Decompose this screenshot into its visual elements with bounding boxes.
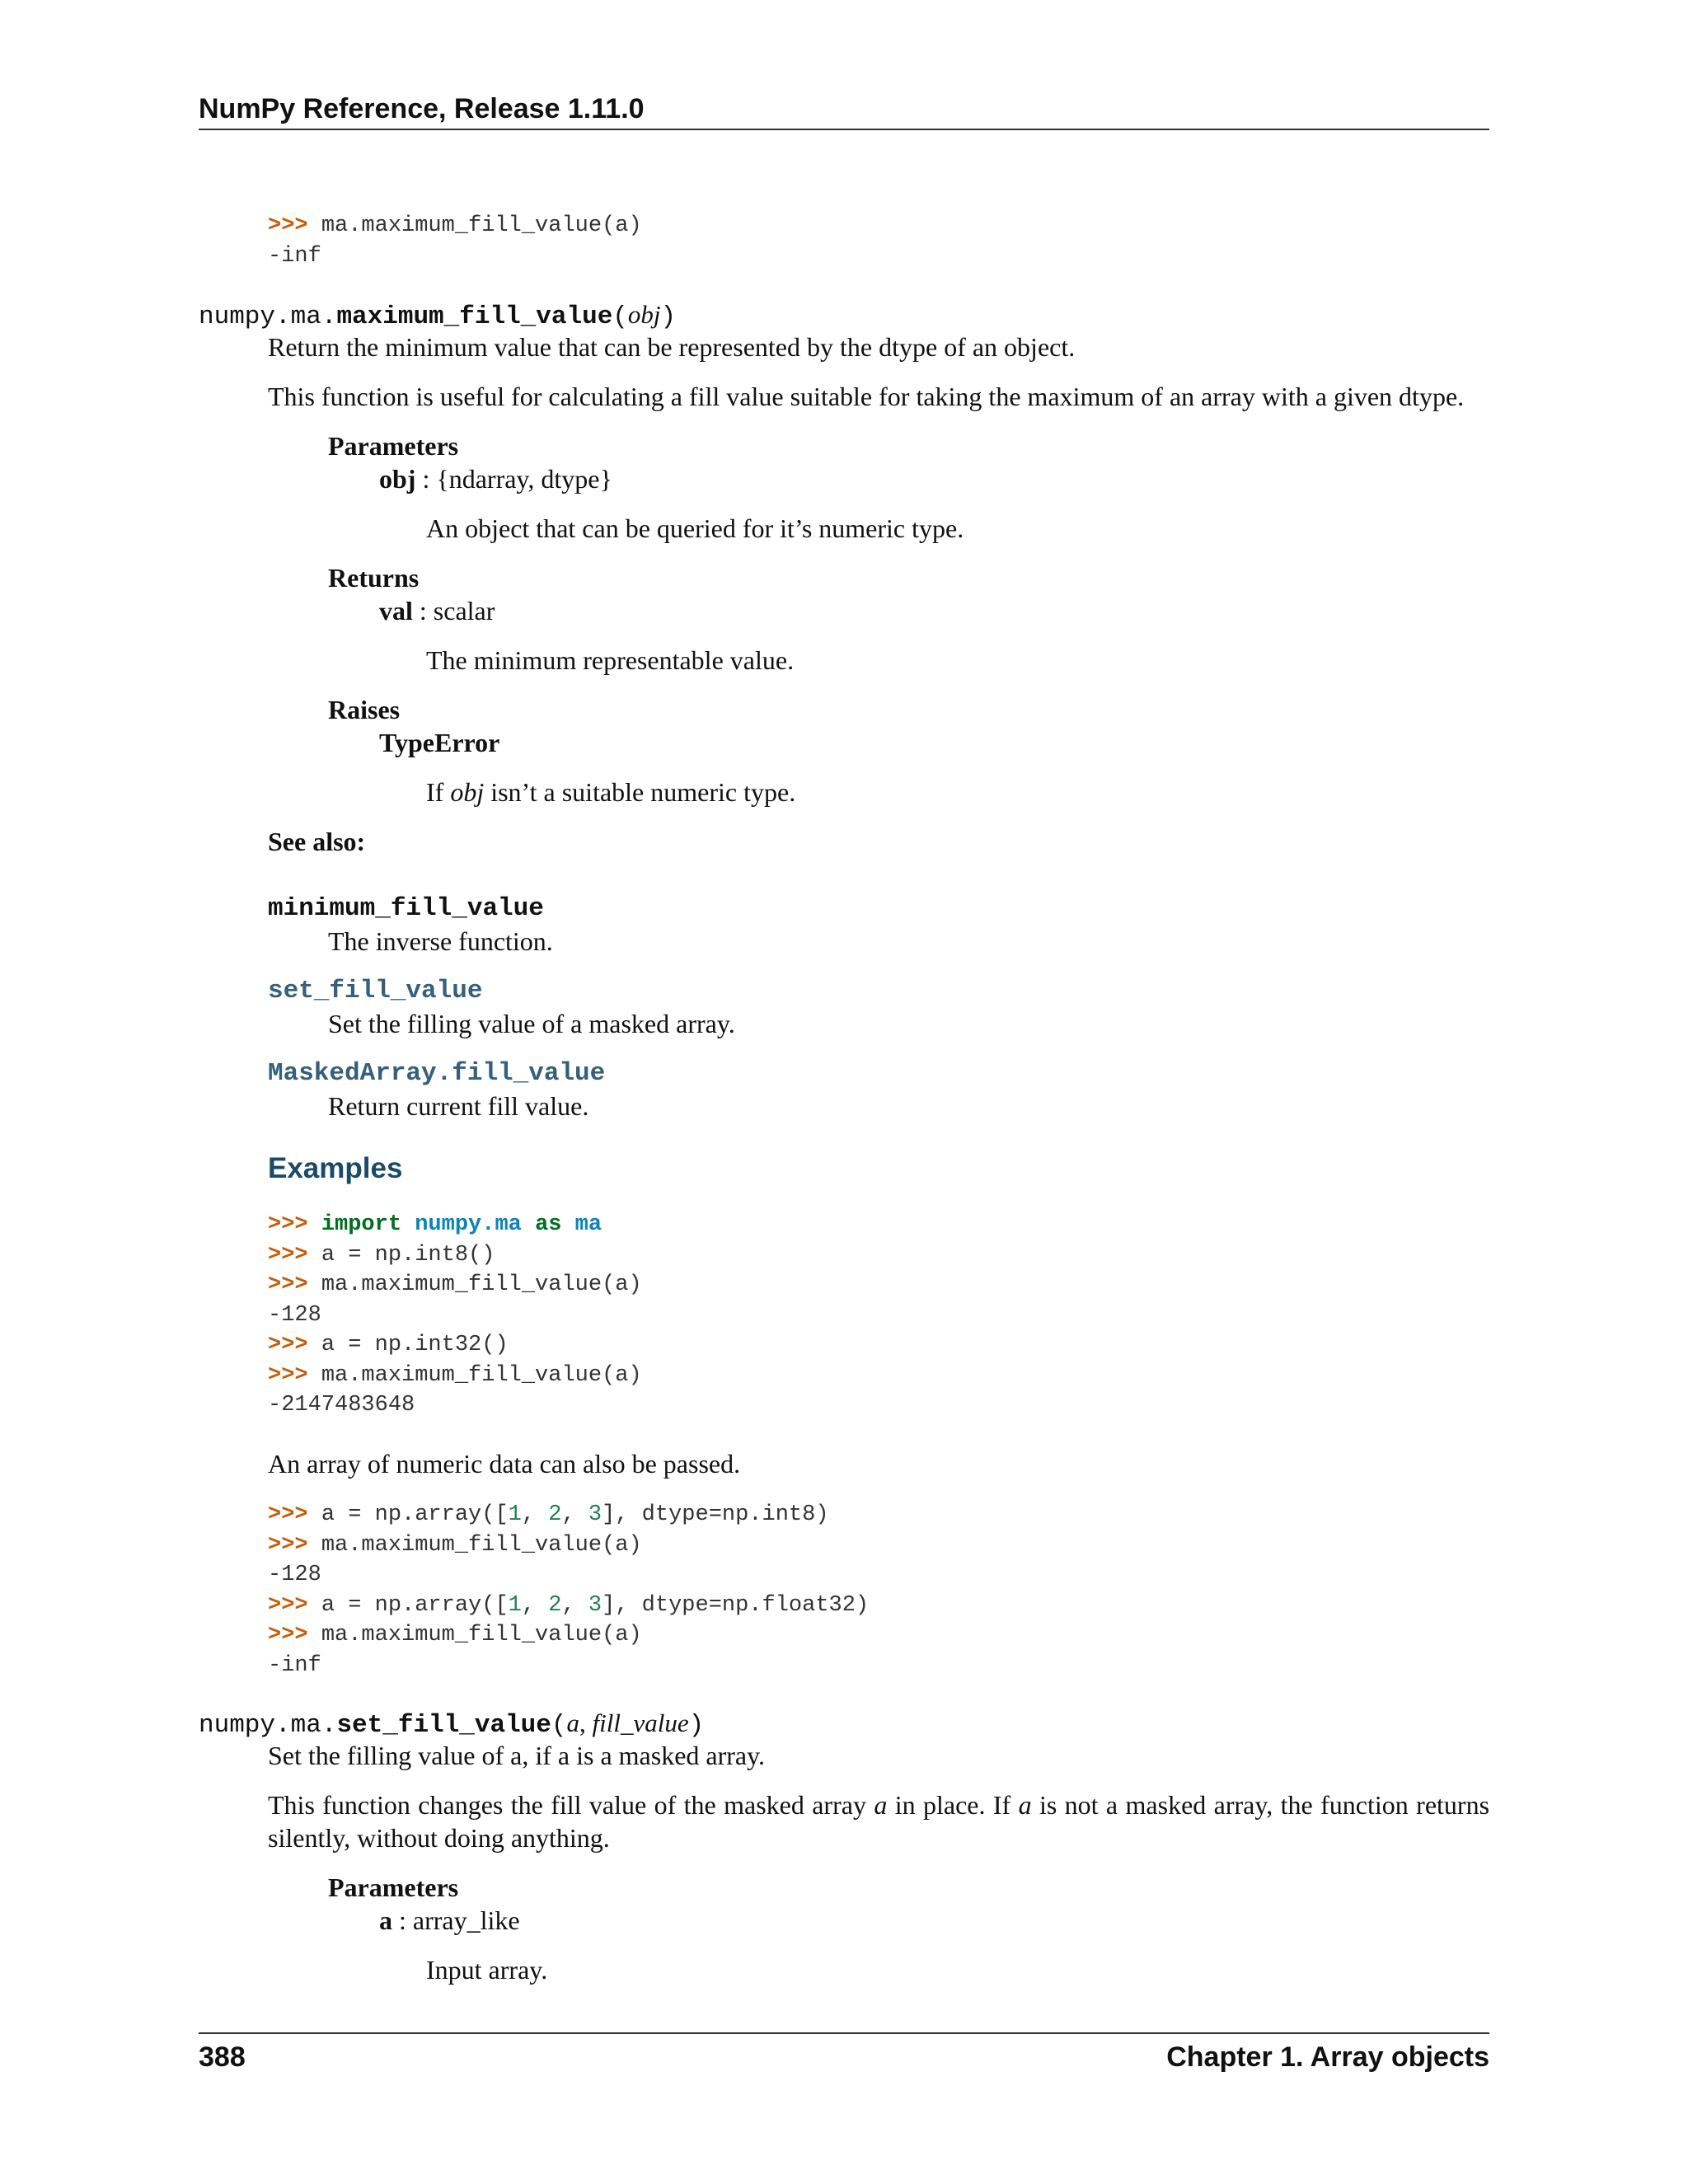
code-prompt: >>> [268,213,308,238]
see-also-desc: Set the filling value of a masked array. [328,1009,735,1038]
param-desc: Input array. [426,1955,548,1985]
raise-desc-italic: obj [450,777,485,807]
raise-desc [426,776,795,808]
code-keyword: as [535,1212,562,1237]
code-line: a = np.array([ [321,1502,509,1527]
code-line: a = np.int8() [321,1242,495,1268]
desc-part: is not a masked array, the function returns silently, without doing anything. [268,1790,1490,1853]
signature-prefix: numpy.ma. [199,302,337,331]
desc-part: This function changes the fill value of the masked array [268,1790,874,1820]
signature-paren-open: ( [551,1711,567,1740]
code-prompt: >>> [268,1592,308,1618]
return-desc: The minimum representable value. [426,645,795,675]
code-punct: , [561,1502,588,1527]
parameters-heading: Parameters [328,1872,459,1902]
param-type: {ndarray, dtype} [436,464,612,494]
code-output: -inf [268,1652,321,1678]
signature-name: maximum_fill_value [336,302,613,331]
desc-italic: a [874,1790,888,1820]
code-number: 2 [548,1502,562,1527]
code-number: 1 [508,1502,522,1527]
code-line: ma.maximum_fill_value(a) [321,213,642,238]
desc-italic: a [1018,1790,1032,1820]
code-output: -128 [268,1563,321,1587]
return-name: val [379,596,413,626]
param-entry [379,1904,520,1937]
code-line: ], dtype=np.float32) [602,1592,870,1618]
function-summary: Set the filling value of a, if a is a masked array. [268,1741,766,1770]
code-output: -128 [268,1302,321,1328]
return-sep: : [412,596,434,626]
signature-arg: fill_value [592,1708,689,1737]
see-also-link[interactable]: MaskedArray.fill_value [268,1059,606,1088]
see-also-name: minimum_fill_value [268,894,544,923]
chapter-title: Chapter 1. Array objects [1166,2041,1489,2073]
code-punct: , [521,1592,549,1618]
example-text: An array of numeric data can also be passed. [268,1449,741,1479]
function-description: This function is useful for calculating a fill value suitable for taking the maximum of an array with a given dtype. [268,382,1465,411]
desc-part: in place. If [887,1790,1019,1820]
code-line: ma.maximum_fill_value(a) [321,1362,642,1388]
param-desc: An object that can be queried for it’s numeric type. [426,513,964,543]
signature-name: set_fill_value [336,1711,551,1740]
code-output: -inf [268,243,321,269]
running-header [199,92,1489,130]
function-summary: Return the minimum value that can be represented by the dtype of an object. [268,332,1076,362]
return-entry [379,594,495,627]
code-line: ma.maximum_fill_value(a) [321,1272,642,1297]
function-description [268,1788,1489,1854]
param-entry [379,462,612,495]
code-punct: , [521,1502,549,1527]
see-also-item[interactable] [268,975,482,1010]
code-prompt: >>> [268,1212,308,1237]
code-number: 3 [588,1592,603,1618]
param-sep: : [415,464,437,494]
code-line: ma.maximum_fill_value(a) [321,1623,642,1647]
code-module: numpy.ma [415,1212,522,1237]
code-keyword: import [321,1212,402,1237]
code-punct: , [561,1592,588,1618]
param-type: array_like [412,1905,520,1935]
code-line: ], dtype=np.int8) [602,1502,829,1527]
code-prompt: >>> [268,1242,308,1268]
code-prompt: >>> [268,1502,308,1527]
signature-prefix: numpy.ma. [199,1711,337,1740]
see-also-item[interactable] [268,1057,605,1093]
top-example-code [268,211,642,271]
code-prompt: >>> [268,1362,308,1388]
signature-paren-close: ) [688,1711,705,1740]
code-line: ma.maximum_fill_value(a) [321,1532,642,1558]
code-module: ma [574,1212,603,1237]
code-prompt: >>> [268,1333,308,1357]
see-also-heading: See also: [268,827,366,856]
page-number: 388 [199,2041,246,2073]
raise-name: TypeError [379,728,500,757]
see-also-desc: Return current fill value. [328,1091,589,1121]
param-sep: : [392,1905,413,1935]
raise-desc-post: isn’t a suitable numeric type. [484,777,796,807]
code-output: -2147483648 [268,1393,415,1418]
code-number: 2 [548,1592,562,1618]
code-prompt: >>> [268,1532,308,1558]
function-signature [199,1707,704,1742]
signature-paren-close: ) [660,302,677,331]
parameters-heading: Parameters [328,431,459,461]
see-also-link[interactable]: set_fill_value [268,977,483,1005]
code-line: a = np.array([ [321,1592,509,1618]
raises-heading: Raises [328,695,401,724]
code-prompt: >>> [268,1623,308,1647]
header-title: NumPy Reference, Release 1.11.0 [199,93,645,124]
return-type: scalar [433,596,495,626]
code-number: 1 [508,1592,522,1618]
code-number: 3 [588,1502,603,1527]
param-name: a [379,1905,392,1935]
function-signature [199,298,676,334]
signature-arg: a [566,1708,579,1737]
examples-heading: Examples [268,1152,403,1184]
running-footer [199,2032,1489,2074]
see-also-item [268,893,544,928]
see-also-desc: The inverse function. [328,926,553,956]
example-code-block [268,1500,869,1680]
raise-desc-pre: If [426,777,451,807]
signature-paren-open: ( [612,302,628,331]
returns-heading: Returns [328,563,420,593]
code-prompt: >>> [268,1272,308,1297]
signature-arg: obj [627,300,661,329]
example-code-block [268,1210,642,1421]
signature-arg-sep: , [579,1708,593,1737]
param-name: obj [379,464,416,494]
code-line: a = np.int32() [321,1333,509,1357]
